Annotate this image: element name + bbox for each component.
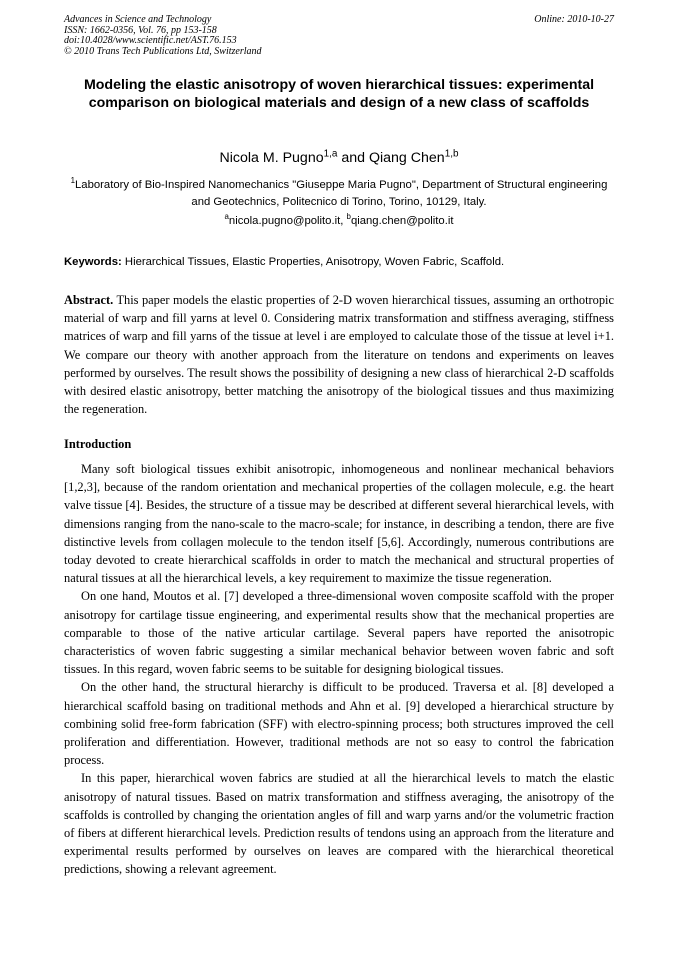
author-and: and	[337, 150, 369, 166]
journal-header	[64, 15, 262, 57]
issn-line: ISSN: 1662-0356, Vol. 76, pp 153-158	[64, 24, 217, 36]
keywords-text: Hierarchical Tissues, Elastic Properties, Anisotropy, Woven Fabric, Scaffold.	[121, 256, 505, 268]
author-2: Qiang Chen	[368, 150, 445, 166]
abstract-text: This paper models the elastic properties of 2-D woven hierarchical tissues, assuming an orthotropic material of warp and fill yarns at level 0. Considering matrix transformation and stiffness averaging, stiffness matrices of warp and fill yarns of the tissue at level i are employed to calculate those of the tissue at level i+1. We compare our theory with another approach from the literature on tendons and experiments on leaves performed by ourselves. The result shows the possibility of designing a new class of hierarchical 2-D scaffolds with desired elastic anisotropy, better matching the anisotropy of the biological tissues and thus maximizing the regeneration.	[64, 293, 614, 417]
email-b-sup: b	[346, 212, 351, 222]
intro-paragraph-4: In this paper, hierarchical woven fabrics are studied at all the hierarchical levels to match the elastic anisotropy of natural tissues. Based on matrix transformation and stiffness averaging, the anisotropy of the scaffolds is controlled by changing the orientation angles of fill and warp yarns and/or the volumetric fraction of fibers at different hierarchical levels. Prediction results of tendons using an approach from the literature and experimental results performed by ourselves on leaves are compared with the hierarchical theoretical predictions, showing a relevant agreement.	[64, 771, 614, 877]
email-line	[64, 214, 614, 228]
author-1: Nicola M. Pugno	[219, 150, 324, 166]
intro-paragraph-2: On one hand, Moutos et al. [7] developed a three-dimensional woven composite scaffold with the proper anisotropy for cartilage tissue engineering, and experimental results show that the mechanical properties are comparable to those of the native articular cartilage. Several papers have reported the anisotropic characteristics of woven fabric suggesting a similar mechanical behavior between woven fabric and soft tissues. In this regard, woven fabric seems to be suitable for designing biological tissues.	[64, 589, 614, 677]
online-date: Online: 2010-10-27	[534, 14, 614, 25]
affiliation-sup: 1	[70, 176, 76, 186]
paper-title: Modeling the elastic anisotropy of woven hierarchical tissues: experimental comparison on biological materials and design of a new class of scaffolds	[83, 77, 595, 111]
intro-paragraph-1: Many soft biological tissues exhibit anisotropic, inhomogeneous and nonlinear mechanical behaviors [1,2,3], because of the random orientation and mechanical properties of the collagen molecule, e.g. the heart valve tissue [4]. Besides, the structure of a tissue may be described at different several hierarchical levels, with dimensions ranging from the nano-scale to the macro-scale; for instance, in describing a tendon, there are five distinctive levels from collagen molecule to the tendon itself [5,6]. Accordingly, numerous contributions are today devoted to create hierarchical scaffolds in order to match the mechanical and structural properties of natural tissues at all the hierarchical levels, a key requirement to maximize the tissue regeneration.	[64, 462, 614, 586]
abstract	[64, 291, 614, 418]
journal-name: Advances in Science and Technology	[64, 14, 212, 25]
keywords-label: Keywords:	[64, 256, 122, 268]
introduction-body	[64, 460, 614, 879]
introduction-heading: Introduction	[64, 437, 132, 451]
email-b: qiang.chen@polito.it	[350, 215, 454, 227]
author-2-sup: 1,b	[444, 148, 459, 160]
author-line	[64, 150, 614, 167]
intro-paragraph-3: On the other hand, the structural hierarchy is difficult to be produced. Traversa et al. [8] developed a hierarchical scaffold basing on traditional methods and Ahn et al. [9] developed a hierarchical structure by combining solid free-form fabrication (SFF) with electro-spinning process; both structures improved the cell proliferation and differentiation. However, traditional methods are not so easy to control the fabrication process.	[64, 680, 614, 768]
keywords	[64, 255, 614, 269]
copyright-line: © 2010 Trans Tech Publications Ltd, Switzerland	[64, 45, 262, 57]
doi-line: doi:10.4028/www.scientific.net/AST.76.153	[64, 35, 237, 46]
email-a-sup: a	[224, 212, 229, 222]
abstract-label: Abstract.	[64, 293, 114, 307]
affiliation-text: Laboratory of Bio-Inspired Nanomechanics "Giuseppe Maria Pugno", Department of Structural engineering and Geotechnics, Politecnico di Torino, Torino, 10129, Italy.	[75, 179, 608, 208]
author-1-sup: 1,a	[323, 148, 338, 160]
affiliation	[64, 177, 614, 211]
email-a: nicola.pugno@polito.it,	[228, 215, 347, 227]
